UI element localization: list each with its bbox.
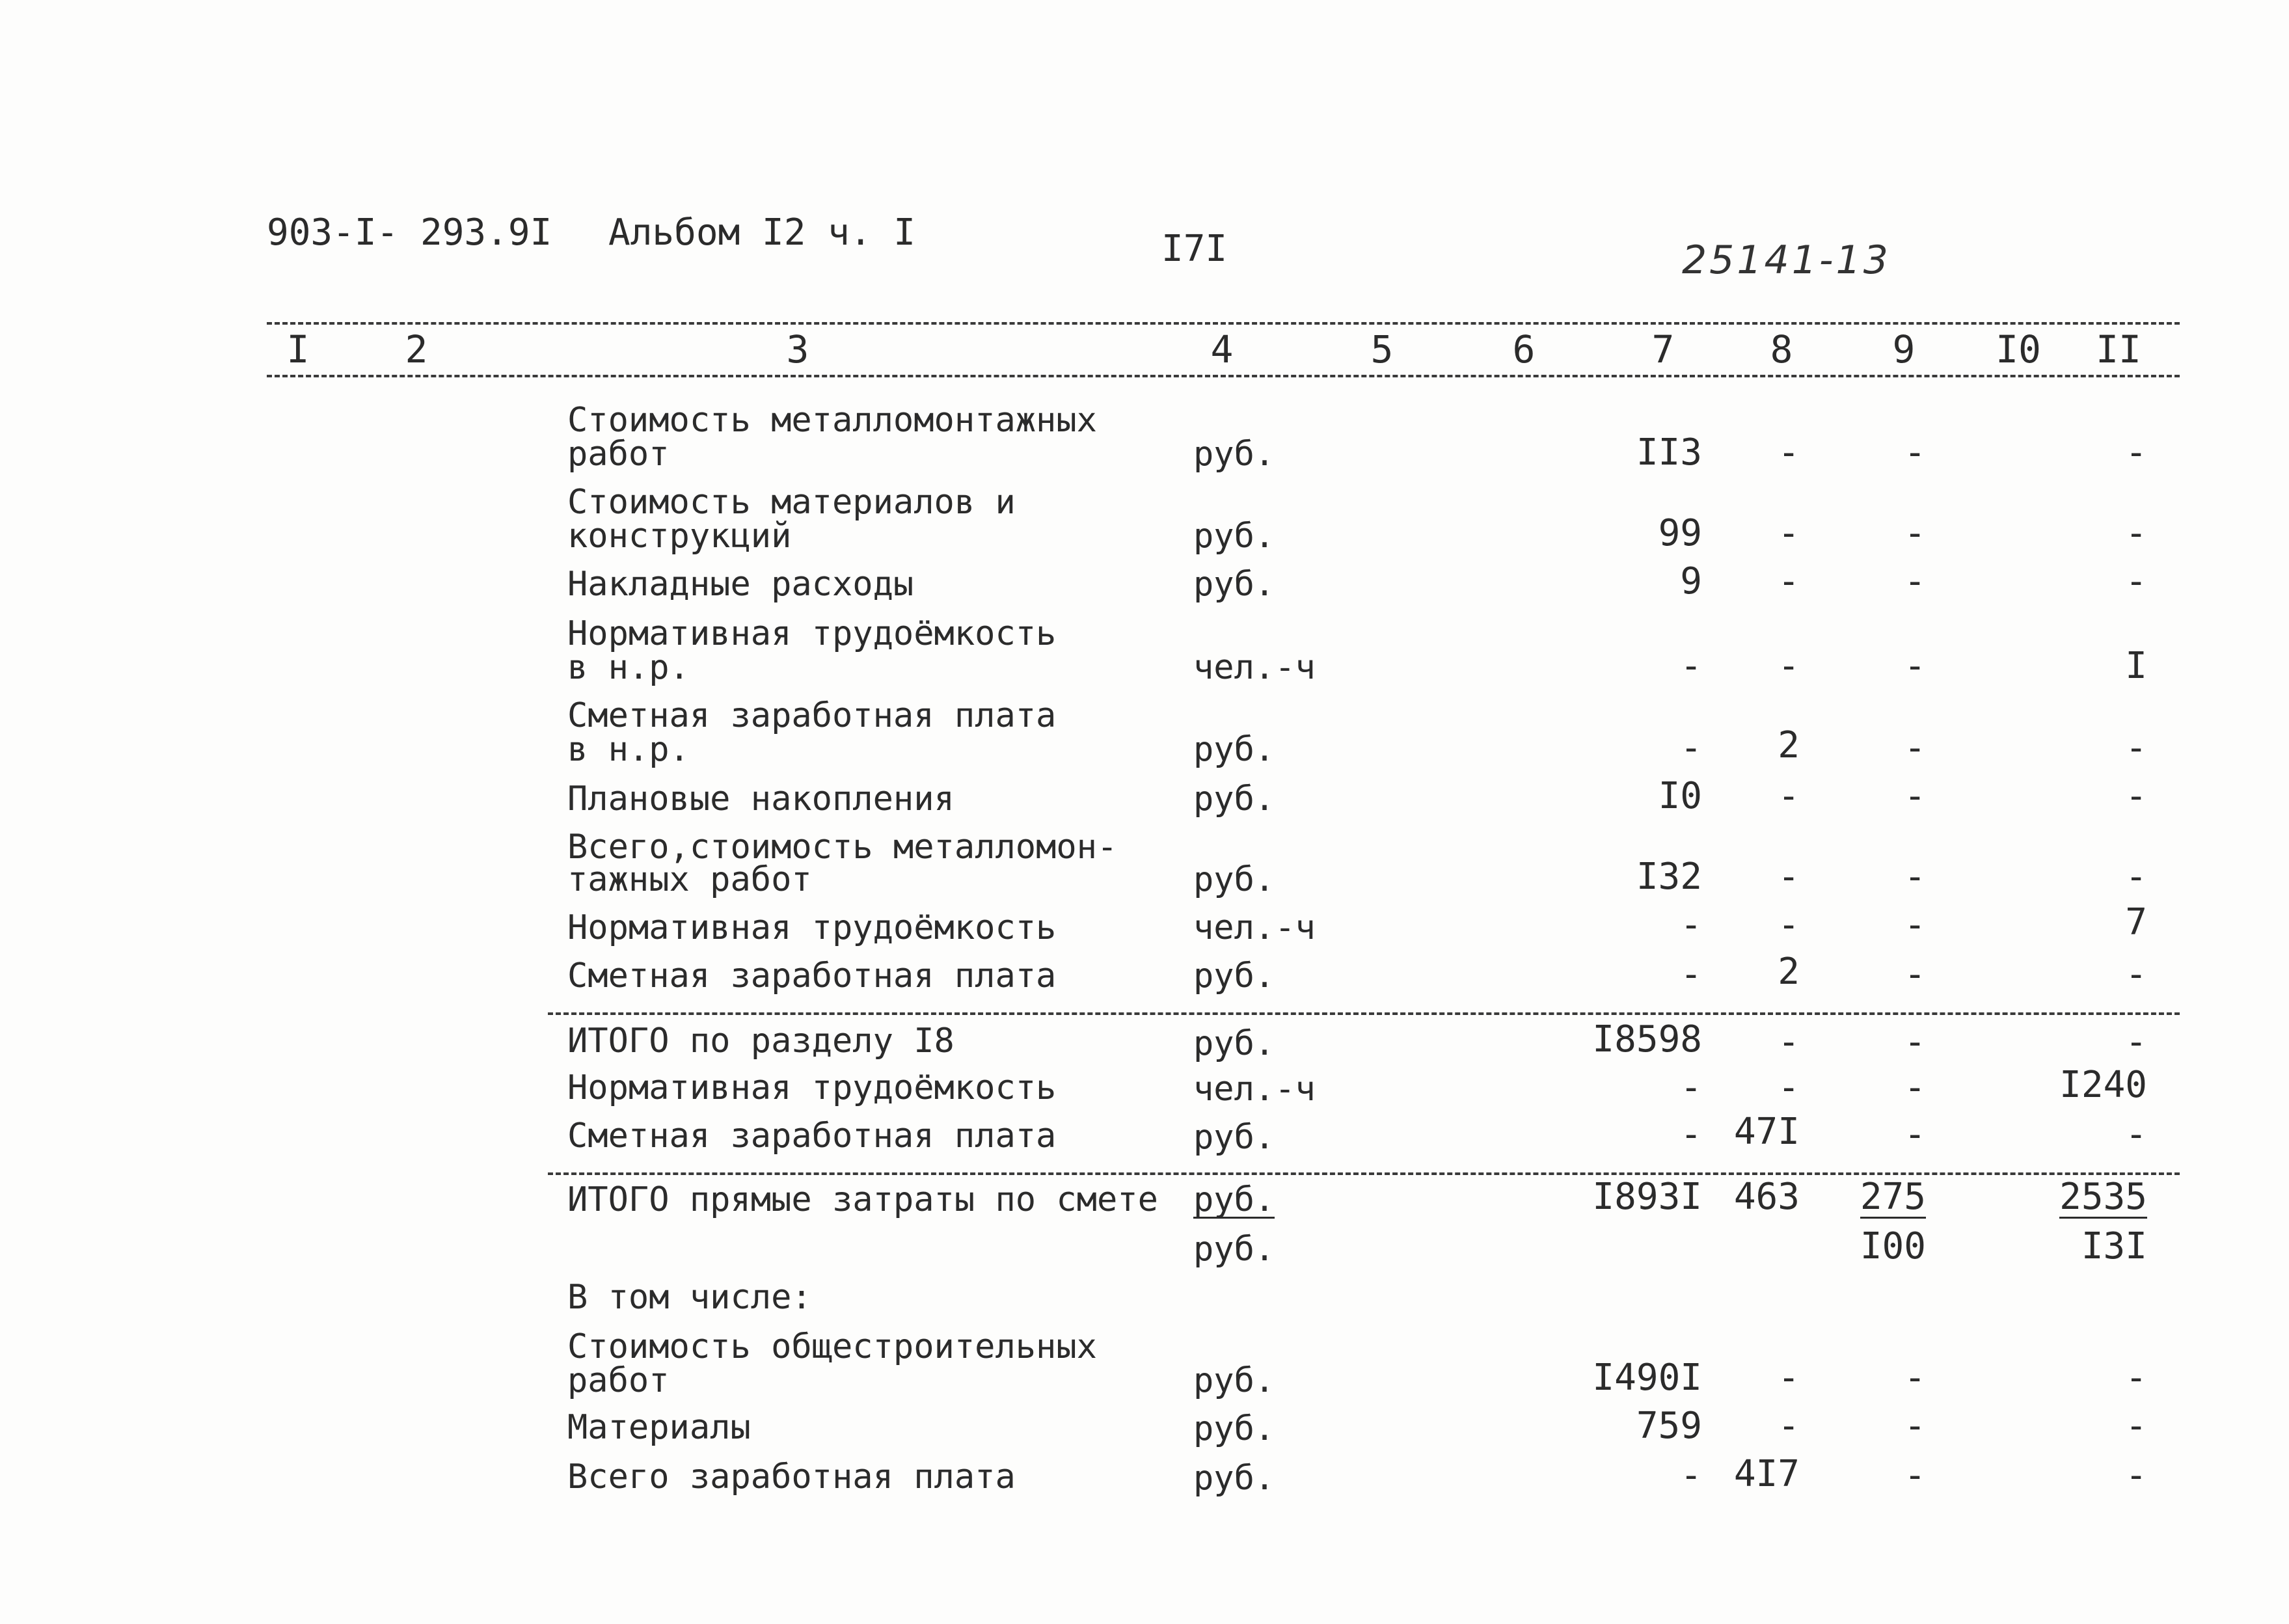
row-unit: руб. [1193, 1180, 1275, 1219]
cell-col8: 2 [1778, 724, 1800, 766]
row-description: в н.р. [567, 730, 690, 769]
cell-col11: - [2125, 1113, 2147, 1156]
cell-col11: - [2125, 1021, 2147, 1063]
row-unit: руб. [1193, 730, 1275, 769]
row-unit: руб. [1193, 517, 1275, 556]
cell-col9: I00 [1860, 1225, 1926, 1267]
cell-col9: - [1904, 512, 1926, 554]
cell-col7: I490I [1592, 1357, 1702, 1399]
cell-col11: I3I [2081, 1225, 2147, 1267]
row-description: Стоимость материалов и [567, 483, 1016, 522]
cell-col8: - [1778, 904, 1800, 946]
row-description: Нормативная трудоёмкость [567, 908, 1057, 947]
handwritten-number: 25141-13 [1682, 237, 1891, 283]
row-description: в н.р. [567, 648, 690, 687]
cell-col7: I32 [1636, 856, 1702, 898]
row-description: работ [567, 435, 670, 474]
cell-col11: - [2125, 431, 2147, 474]
column-number: 9 [1892, 327, 1916, 372]
column-number: 7 [1651, 327, 1675, 372]
row-description: тажных работ [567, 860, 812, 899]
cell-col9: - [1904, 1454, 1926, 1496]
row-unit: руб. [1193, 779, 1275, 819]
cell-col8: - [1778, 1021, 1800, 1063]
cell-col11: - [2125, 512, 2147, 554]
cell-col7: I893I [1592, 1176, 1702, 1218]
row-unit: руб. [1193, 1230, 1275, 1269]
column-number: II [2096, 327, 2141, 372]
row-unit: руб. [1193, 860, 1275, 899]
cell-col7: I0 [1658, 775, 1702, 817]
cell-col11: - [2125, 727, 2147, 769]
row-description: Стоимость общестроительных [567, 1327, 1097, 1366]
page-number: I7I [1161, 228, 1228, 270]
cell-col7: 99 [1658, 512, 1702, 554]
cell-col8: - [1778, 856, 1800, 898]
column-number: I0 [1996, 327, 2041, 372]
cell-col9: - [1904, 1066, 1926, 1109]
cell-col11: - [2125, 953, 2147, 995]
cell-col9: - [1904, 775, 1926, 817]
cell-col8: - [1778, 645, 1800, 687]
cell-col11: - [2125, 1405, 2147, 1447]
row-unit: чел.-ч [1193, 908, 1316, 947]
header-top-rule [267, 322, 2180, 325]
cell-col8: 463 [1733, 1176, 1800, 1218]
section-rule [548, 1172, 2180, 1175]
column-number: 2 [405, 327, 428, 372]
cell-col11: - [2125, 560, 2147, 602]
row-description: Нормативная трудоёмкость [567, 1068, 1057, 1107]
row-unit: руб. [1193, 1459, 1275, 1498]
cell-col8: - [1778, 1357, 1800, 1399]
cell-col11: I240 [2059, 1064, 2147, 1106]
cell-col9: - [1904, 904, 1926, 946]
cell-col8: - [1778, 1066, 1800, 1109]
cell-col7: - [1680, 727, 1702, 769]
cell-col9: - [1904, 560, 1926, 602]
cell-col9: - [1904, 431, 1926, 474]
cell-col7: - [1680, 1066, 1702, 1109]
cell-col7: - [1680, 645, 1702, 687]
cell-col7: - [1680, 904, 1702, 946]
row-description: ИТОГО по разделу I8 [567, 1022, 955, 1061]
cell-col8: 2 [1778, 951, 1800, 993]
cell-col11: - [2125, 856, 2147, 898]
row-unit: чел.-ч [1193, 648, 1316, 687]
cell-col8: - [1778, 431, 1800, 474]
cell-col8: - [1778, 512, 1800, 554]
cell-col9: - [1904, 1357, 1926, 1399]
row-description: Сметная заработная плата [567, 956, 1057, 995]
cell-col11: 2535 [2059, 1176, 2147, 1218]
cell-col11: - [2125, 775, 2147, 817]
row-description: ИТОГО прямые затраты по смете [567, 1180, 1158, 1219]
cell-col7: - [1680, 953, 1702, 995]
row-unit: руб. [1193, 435, 1275, 474]
cell-col9: - [1904, 856, 1926, 898]
column-number: 5 [1370, 327, 1394, 372]
row-description: Сметная заработная плата [567, 696, 1057, 735]
cell-col11: I [2125, 645, 2147, 687]
cell-col9: - [1904, 1405, 1926, 1447]
row-unit: руб. [1193, 956, 1275, 995]
row-description: Материалы [567, 1408, 751, 1447]
row-unit: руб. [1193, 1118, 1275, 1157]
cell-col7: I8598 [1592, 1018, 1702, 1061]
cell-col9: - [1904, 727, 1926, 769]
row-description: Стоимость металломонтажных [567, 401, 1097, 440]
column-number: I [286, 327, 310, 372]
cell-col9: - [1904, 645, 1926, 687]
row-description: В том числе: [567, 1278, 812, 1317]
cell-col11: - [2125, 1454, 2147, 1496]
cell-col7: 9 [1680, 560, 1702, 602]
cell-col7: - [1680, 1113, 1702, 1156]
column-number: 4 [1210, 327, 1234, 372]
cell-col11: 7 [2125, 901, 2147, 943]
row-description: работ [567, 1361, 670, 1400]
cell-col9: 275 [1860, 1176, 1926, 1218]
row-description: Накладные расходы [567, 565, 914, 604]
cell-col8: - [1778, 1405, 1800, 1447]
cell-col8: - [1778, 560, 1800, 602]
cell-col9: - [1904, 1113, 1926, 1156]
row-description: конструкций [567, 517, 792, 556]
row-unit: руб. [1193, 565, 1275, 604]
row-unit: чел.-ч [1193, 1070, 1316, 1109]
row-description: Сметная заработная плата [567, 1116, 1057, 1156]
column-number: 6 [1512, 327, 1536, 372]
row-description: Нормативная трудоёмкость [567, 614, 1057, 653]
column-number: 8 [1770, 327, 1793, 372]
row-unit: руб. [1193, 1409, 1275, 1448]
row-description: Всего заработная плата [567, 1457, 1016, 1496]
cell-col9: - [1904, 1021, 1926, 1063]
cell-col8: - [1778, 775, 1800, 817]
album-label: Альбом I2 ч. I [608, 211, 916, 254]
cell-col8: 4I7 [1733, 1453, 1800, 1495]
row-unit: руб. [1193, 1024, 1275, 1063]
row-description: Всего,стоимость металломон- [567, 828, 1118, 867]
cell-col8: 47I [1733, 1111, 1800, 1153]
header-bottom-rule [267, 375, 2180, 377]
cell-col7: II3 [1636, 431, 1702, 474]
document-code: 903-I- 293.9I [267, 211, 552, 254]
cell-col7: - [1680, 1454, 1702, 1496]
column-number: 3 [786, 327, 809, 372]
cell-col7: 759 [1636, 1405, 1702, 1447]
section-rule [548, 1012, 2180, 1015]
row-unit: руб. [1193, 1361, 1275, 1400]
cell-col9: - [1904, 953, 1926, 995]
cell-col11: - [2125, 1357, 2147, 1399]
row-description: Плановые накопления [567, 779, 955, 819]
